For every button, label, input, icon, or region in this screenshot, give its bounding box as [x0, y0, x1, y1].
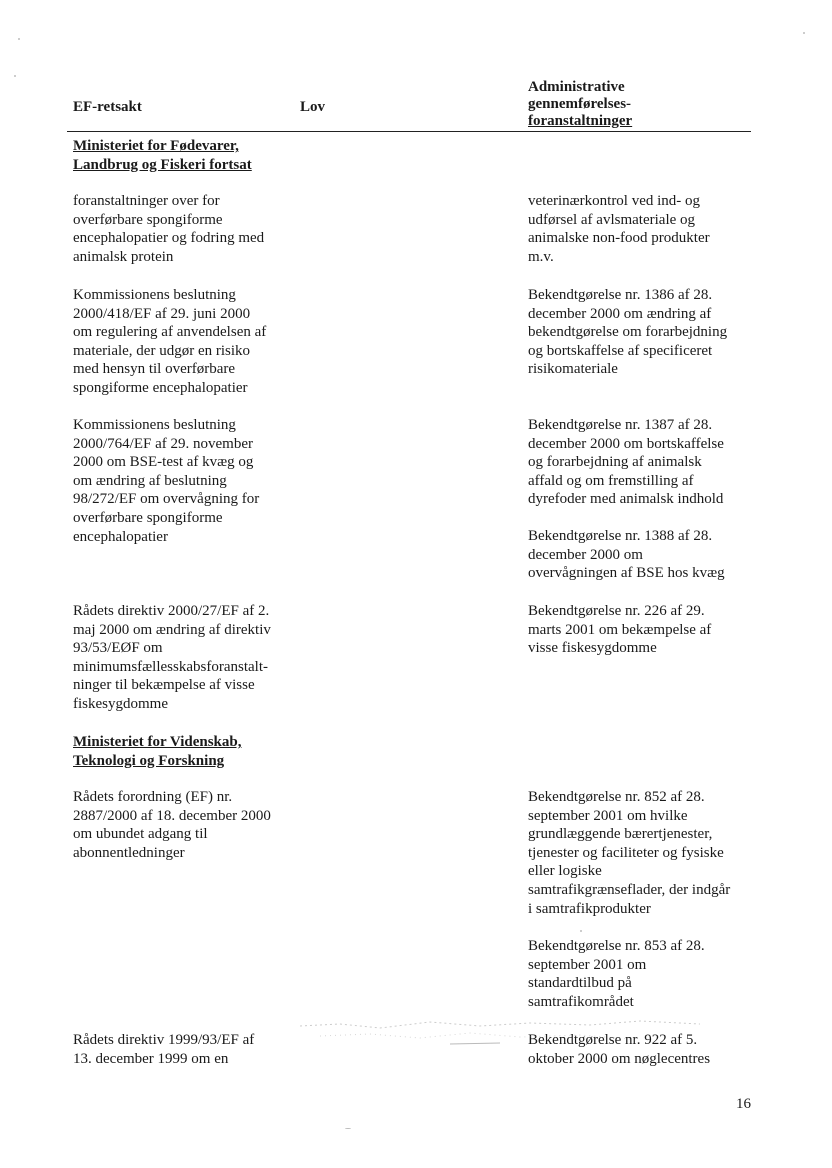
text-line: 2887/2000 af 18. december 2000: [73, 807, 271, 824]
page-number: 16: [736, 1096, 751, 1112]
text-line: om ubundet adgang til: [73, 826, 208, 843]
text-line: ninger til bekæmpelse af visse: [73, 677, 255, 694]
section-title-line: Landbrug og Fiskeri fortsat: [73, 157, 252, 173]
text-line: Bekendtgørelse nr. 1386 af 28.: [528, 287, 713, 303]
ef-act-entry: [73, 192, 264, 266]
text-line: december 2000 om bortskaffelse: [528, 435, 724, 452]
text-line: i samtrafikprodukter: [528, 900, 651, 917]
administrative-measure-entry: [528, 416, 724, 509]
text-line: samtrafikområdet: [528, 993, 634, 1010]
ef-act-entry: [73, 788, 271, 862]
text-line: 98/272/EF om overvågning for: [73, 491, 260, 508]
text-line: 13. december 1999 om en: [73, 1050, 229, 1067]
administrative-measure-entry: [528, 937, 705, 1011]
text-line: december 2000 om: [528, 546, 643, 563]
column-header-ef-retsakt: EF-retsakt: [73, 99, 142, 115]
text-line: Kommissionens beslutning: [73, 417, 236, 433]
administrative-measure-entry: [528, 286, 727, 379]
text-line: tjenester og faciliteter og fysiske: [528, 844, 724, 861]
text-line: marts 2001 om bekæmpelse af: [528, 621, 712, 638]
text-line: grundlæggende bærertjenester,: [528, 826, 713, 843]
text-line: om regulering af anvendelsen af: [73, 324, 267, 341]
text-line: Bekendtgørelse nr. 853 af 28.: [528, 938, 705, 954]
ef-act-entry: [73, 286, 266, 398]
scan-noise: [300, 1014, 700, 1052]
administrative-measure-entry: [528, 192, 710, 266]
section-title-videnskab: [73, 733, 241, 771]
text-line: og bortskaffelse af specificeret: [528, 342, 713, 359]
text-line: eller logiske: [528, 863, 602, 880]
text-line: encephalopatier og fodring med: [73, 230, 265, 247]
administrative-measure-entry: [528, 602, 711, 658]
scan-speck: [803, 32, 805, 34]
text-line: materiale, der udgør en risiko: [73, 342, 251, 359]
text-line: standardtilbud på: [528, 975, 632, 992]
text-line: encephalopatier: [73, 528, 168, 545]
text-line: Bekendtgørelse nr. 1387 af 28.: [528, 417, 713, 433]
column-header-line: foranstaltninger: [528, 113, 633, 129]
section-title-line: Ministeriet for Fødevarer,: [73, 138, 239, 154]
column-header-administrative: [528, 79, 748, 130]
text-line: overførbare spongiforme: [73, 211, 223, 228]
text-line: animalske non-food produkter: [528, 230, 710, 247]
text-line: 93/53/EØF om: [73, 640, 163, 657]
column-header-line: gennemførelses-: [528, 96, 632, 112]
text-line: dyrefoder med animalsk indhold: [528, 491, 724, 508]
scan-speck: [18, 38, 20, 40]
scan-speck: [345, 1128, 351, 1129]
text-line: samtrafikgrænseflader, der indgår: [528, 881, 731, 898]
header-divider: [67, 131, 751, 132]
text-line: affald og om fremstilling af: [528, 472, 694, 489]
text-line: m.v.: [528, 248, 554, 265]
column-header-lov: Lov: [300, 99, 326, 115]
administrative-measure-entry: [528, 527, 725, 583]
section-title-line: Ministeriet for Videnskab,: [73, 734, 242, 750]
text-line: september 2001 om: [528, 956, 647, 973]
text-line: december 2000 om ændring af: [528, 305, 712, 322]
text-line: om ændring af beslutning: [73, 472, 227, 489]
text-line: Kommissionens beslutning: [73, 287, 236, 303]
text-line: Bekendtgørelse nr. 226 af 29.: [528, 603, 705, 619]
text-line: september 2001 om hvilke: [528, 807, 688, 824]
text-line: Bekendtgørelse nr. 922 af 5.: [528, 1032, 698, 1048]
text-line: med hensyn til overførbare: [73, 361, 236, 378]
scan-speck: [580, 930, 582, 932]
section-title-fodevarer: [73, 137, 252, 175]
text-line: maj 2000 om ændring af direktiv: [73, 621, 271, 638]
text-line: risikomateriale: [528, 361, 618, 378]
text-line: overvågningen af BSE hos kvæg: [528, 565, 725, 582]
text-line: Rådets forordning (EF) nr.: [73, 789, 233, 805]
text-line: Rådets direktiv 1999/93/EF af: [73, 1032, 255, 1048]
text-line: visse fiskesygdomme: [528, 640, 657, 657]
text-line: veterinærkontrol ved ind- og: [528, 193, 701, 209]
ef-act-entry: [73, 1031, 254, 1068]
administrative-measure-entry: [528, 788, 730, 918]
text-line: og forarbejdning af animalsk: [528, 454, 702, 471]
text-line: animalsk protein: [73, 248, 174, 265]
text-line: udførsel af avlsmateriale og: [528, 211, 696, 228]
text-line: overførbare spongiforme: [73, 509, 223, 526]
text-line: abonnentledninger: [73, 844, 185, 861]
text-line: bekendtgørelse om forarbejdning: [528, 324, 728, 341]
text-line: minimumsfællesskabsforanstalt-: [73, 658, 268, 675]
ef-act-entry: [73, 416, 259, 546]
text-line: spongiforme encephalopatier: [73, 379, 248, 396]
column-header-line: Administrative: [528, 79, 625, 95]
ef-act-entry: [73, 602, 271, 714]
text-line: 2000/764/EF af 29. november: [73, 435, 253, 452]
text-line: Bekendtgørelse nr. 852 af 28.: [528, 789, 705, 805]
scan-speck: [14, 75, 16, 77]
text-line: fiskesygdomme: [73, 695, 168, 712]
text-line: oktober 2000 om nøglecentres: [528, 1050, 711, 1067]
text-line: Rådets direktiv 2000/27/EF af 2.: [73, 603, 270, 619]
section-title-line: Teknologi og Forskning: [73, 753, 225, 769]
text-line: 2000/418/EF af 29. juni 2000: [73, 305, 251, 322]
text-line: foranstaltninger over for: [73, 193, 220, 209]
text-line: 2000 om BSE-test af kvæg og: [73, 454, 254, 471]
text-line: Bekendtgørelse nr. 1388 af 28.: [528, 528, 713, 544]
